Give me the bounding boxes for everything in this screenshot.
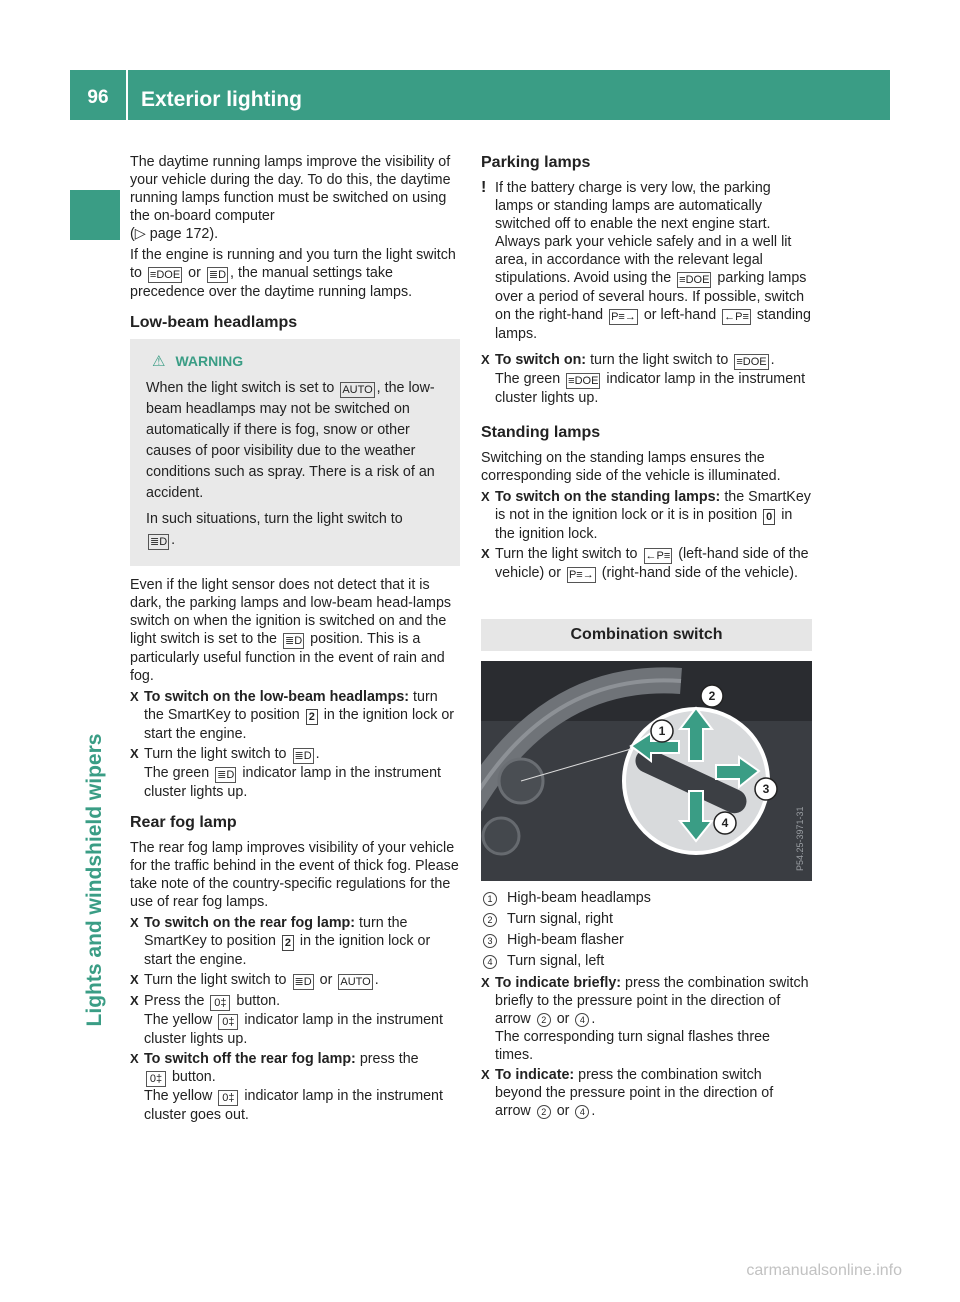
- step-marker: X: [130, 689, 139, 704]
- position-box: 0: [763, 509, 775, 525]
- standing-right-symbol: P≡→: [611, 311, 636, 323]
- heading-parking-lamps: Parking lamps: [481, 154, 591, 171]
- legend-item: 4 Turn signal, left: [481, 952, 812, 970]
- light-sensor-paragraph: Even if the light sensor does not detect that it is dark, the parking lamps and low-beam head-lamps switch on when the ignition is switched on and the light switch is set to the ≣D position. This is a particularly useful function in the event of rain and fog.: [130, 577, 452, 684]
- heading-low-beam: Low-beam headlamps: [130, 314, 298, 331]
- step-marker: X: [481, 352, 490, 367]
- position-box: 2: [282, 935, 294, 951]
- page-reference-link[interactable]: page 172).: [149, 226, 219, 242]
- step-marker: X: [481, 1067, 490, 1082]
- callout-2: 2: [708, 689, 716, 703]
- right-column: [481, 153, 812, 1122]
- low-beam-symbol: ≣D: [285, 635, 303, 647]
- step-marker: X: [130, 915, 139, 930]
- step-rear-fog-off: X To switch off the rear fog lamp: press the 0‡ button. The yellow 0‡ indicator lamp in the instrument cluster goes out.: [130, 1051, 443, 1123]
- watermark: carmanualsonline.info: [746, 1262, 902, 1279]
- step-marker: X: [130, 993, 139, 1008]
- parking-lamp-symbol: ≡DOE: [679, 274, 710, 286]
- low-beam-symbol: ≣D: [294, 976, 312, 988]
- step-press-fog-button: X Press the 0‡ button. The yellow 0‡ indicator lamp in the instrument cluster lights up.: [130, 993, 443, 1047]
- step-standing-switch: X Turn the light switch to ←P≡ (left-hand side of the vehicle) or P≡→ (right-hand side of the vehicle).: [481, 546, 809, 581]
- step-parking-on: X To switch on: turn the light switch to ≡DOE . The green ≡DOE indicator lamp in the instrument cluster lights up.: [481, 352, 806, 406]
- warning-icon: ⚠: [152, 353, 166, 370]
- standing-right-symbol: P≡→: [568, 569, 594, 581]
- chapter-label: Lights and windshield wipers: [83, 733, 106, 1027]
- step-marker: X: [481, 975, 490, 990]
- caution-icon: !: [481, 179, 487, 196]
- caution-note: ! If the battery charge is very low, the parking lamps or standing lamps are automatically switched off to enable the next engine start. Always park your vehicle safely and in a well lit area, in accordance with the relevant legal stipulations. Avoid using the ≡DOE parking lamps over a period of several hours. If possible, switch on the right-hand P≡→ or left-hand ←P≡ standing lamps.: [481, 179, 811, 342]
- callout-4: 4: [721, 816, 729, 830]
- warning-box: [130, 339, 460, 566]
- step-marker: X: [130, 1051, 139, 1066]
- combination-switch-illustration: [481, 661, 812, 881]
- step-low-beam-on: X To switch on the low-beam headlamps: turn the SmartKey to position 2 in the ignition lock or start the engine.: [130, 689, 455, 742]
- step-standing-on: X To switch on the standing lamps: the SmartKey is not in the ignition lock or it is in position 0 in the ignition lock.: [481, 489, 811, 542]
- combination-switch-figure: [481, 661, 812, 881]
- low-beam-symbol: ≣D: [294, 750, 312, 762]
- standing-left-symbol: ←P≡: [724, 311, 749, 323]
- step-turn-switch-fog: X Turn the light switch to ≣D or AUTO .: [130, 972, 379, 988]
- step-marker: X: [481, 489, 490, 504]
- warning-advice: In such situations, turn the light switch to ≣D .: [146, 511, 403, 548]
- legend-item: 2 Turn signal, right: [481, 910, 812, 928]
- step-turn-switch-lowbeam: X Turn the light switch to ≣D . The green ≣D indicator lamp in the instrument cluster lights up.: [130, 746, 441, 800]
- parking-lamp-symbol: ≡DOE: [149, 269, 181, 281]
- standing-left-symbol: ←P≡: [645, 550, 671, 562]
- low-beam-symbol: ≣D: [217, 769, 235, 781]
- figure-code: P54.25-3971-31: [795, 806, 805, 871]
- parking-lamp-symbol: ≡DOE: [568, 375, 599, 387]
- rear-fog-symbol: 0‡: [146, 1071, 166, 1087]
- heading-rear-fog: Rear fog lamp: [130, 814, 237, 831]
- callout-1: 1: [658, 724, 666, 738]
- page-title: Exterior lighting: [141, 88, 303, 111]
- position-box: 2: [306, 709, 318, 725]
- heading-standing-lamps: Standing lamps: [481, 424, 601, 441]
- rear-fog-symbol: 0‡: [218, 1090, 238, 1106]
- intro-paragraph: The daytime running lamps improve the visibility of your vehicle during the day. To do this, the daytime running lamps function must be switched on using the on-board computer (▷ page 172).: [130, 154, 451, 242]
- step-indicate: X To indicate: press the combination switch beyond the pressure point in the direction of arrow 2 or 4 .: [481, 1067, 774, 1119]
- auto-symbol: AUTO: [340, 976, 371, 988]
- parking-lamp-symbol: ≡DOE: [736, 356, 767, 368]
- header-divider: [126, 70, 128, 120]
- low-beam-symbol: ≣D: [208, 269, 227, 281]
- auto-symbol: AUTO: [342, 384, 373, 396]
- left-column: [130, 153, 460, 1126]
- step-rear-fog-on: X To switch on the rear fog lamp: turn the SmartKey to position 2 in the ignition lock or start the engine.: [130, 915, 431, 968]
- page-ref-arrow: ▷: [134, 226, 146, 242]
- rear-fog-symbol: 0‡: [218, 1014, 238, 1030]
- step-marker: X: [130, 972, 139, 987]
- warning-header: ⚠ WARNING: [152, 353, 244, 370]
- standing-paragraph: Switching on the standing lamps ensures the corresponding side of the vehicle is illuminated.: [481, 450, 781, 484]
- legend-item: 3 High-beam flasher: [481, 931, 812, 949]
- callout-3: 3: [762, 782, 770, 796]
- page-number: 96: [87, 87, 109, 108]
- step-indicate-briefly: X To indicate briefly: press the combination switch briefly to the pressure point in the direction of arrow 2 or 4 . The corresponding turn signal flashes three times.: [481, 975, 809, 1063]
- step-marker: X: [130, 746, 139, 761]
- low-beam-symbol: ≣D: [150, 536, 168, 548]
- chapter-marker: [70, 190, 120, 240]
- rear-fog-paragraph: The rear fog lamp improves visibility of your vehicle for the traffic behind in the event of thick fog. Please take note of the country-specific regulations for the use of rear fog lamps.: [130, 840, 459, 910]
- rear-fog-symbol: 0‡: [210, 995, 230, 1011]
- section-combination-switch: Combination switch: [481, 619, 812, 651]
- legend-item: 1 High-beam headlamps: [481, 889, 812, 907]
- step-marker: X: [481, 546, 490, 561]
- warning-text: When the light switch is set to AUTO , the low-beam headlamps may not be switched on automatically if there is fog, snow or other causes of poor visibility due to the weather conditions such as spray. There is a risk of an accident.: [146, 380, 435, 501]
- manual-settings-paragraph: If the engine is running and you turn the light switch to ≡DOE or ≣D , the manual settings take precedence over the daytime running lamps.: [130, 247, 456, 300]
